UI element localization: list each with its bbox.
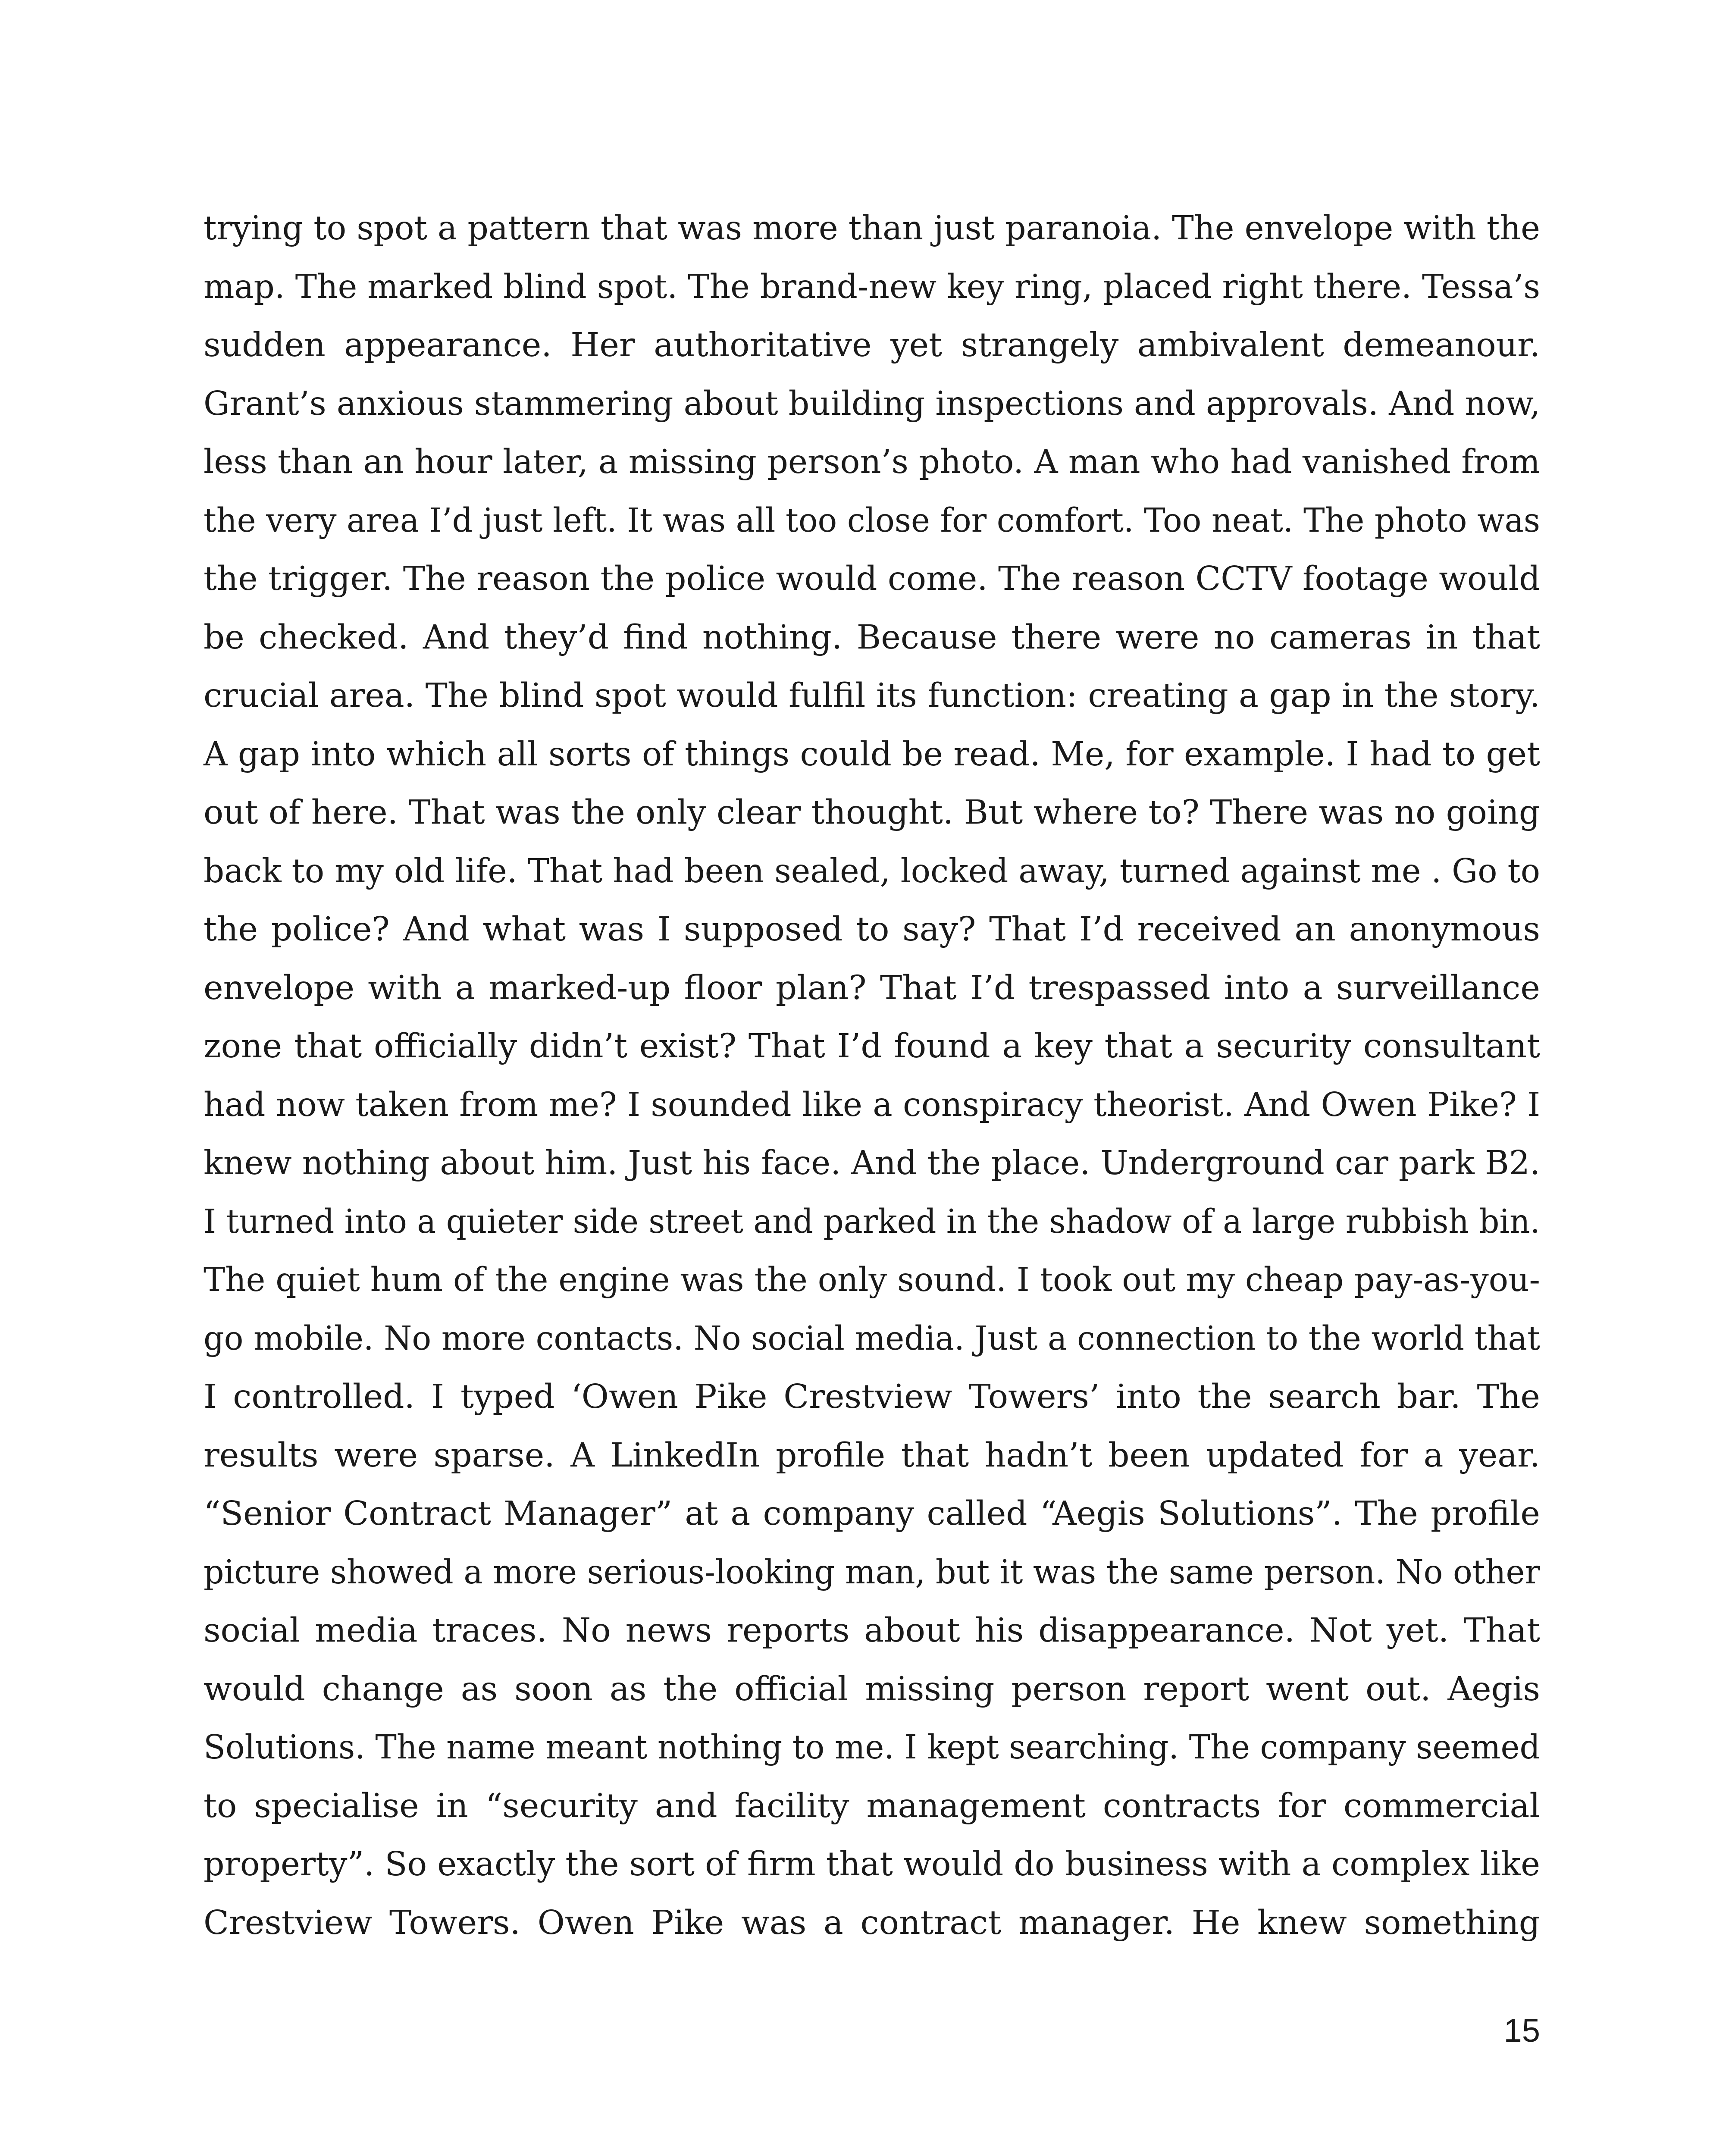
text-line: the very area I’d just left. It was all too close for comfort. Too neat. The photo was (204, 501, 1540, 540)
text-line: zone that officially didn’t exist? That I’d found a key that a security consultant (204, 1027, 1540, 1065)
text-line: knew nothing about him. Just his face. And the place. Underground car park B2. (204, 1144, 1541, 1182)
text-line: trying to spot a pattern that was more than just paranoia. The envelope with the (204, 209, 1540, 248)
text-line: had now taken from me? I sounded like a conspiracy theorist. And Owen Pike? I (204, 1085, 1541, 1124)
text-line: less than an hour later, a missing person’s photo. A man who had vanished from (204, 443, 1540, 481)
text-line: to specialise in “security and facility management contracts for commercial (204, 1786, 1540, 1825)
text-line: the trigger. The reason the police would come. The reason CCTV footage would (204, 560, 1541, 598)
text-line: back to my old life. That had been sealed, locked away, turned against me . Go to (204, 852, 1540, 890)
text-line: map. The marked blind spot. The brand-new key ring, placed right there. Tessa’s (204, 267, 1541, 306)
text-line: I controlled. I typed ‘Owen Pike Crestview Towers’ into the search bar. The (204, 1378, 1540, 1416)
text-line: I turned into a quieter side street and parked in the shadow of a large rubbish bin. (204, 1202, 1540, 1241)
text-line: would change as soon as the official missing person report went out. Aegis (204, 1670, 1540, 1708)
text-line: Crestview Towers. Owen Pike was a contract manager. He knew something (204, 1903, 1540, 1942)
body-text (204, 199, 1540, 1952)
text-line: “Senior Contract Manager” at a company called “Aegis Solutions”. The profile (204, 1495, 1540, 1533)
text-line: picture showed a more serious-looking man, but it was the same person. No other (204, 1553, 1540, 1592)
text-line: A gap into which all sorts of things could be read. Me, for example. I had to get (204, 735, 1540, 774)
text-line: Solutions. The name meant nothing to me. I kept searching. The company seemed (204, 1728, 1540, 1767)
text-line: property”. So exactly the sort of firm that would do business with a complex like (204, 1845, 1540, 1883)
text-line: The quiet hum of the engine was the only sound. I took out my cheap pay-as-you- (204, 1261, 1540, 1299)
text-line: the police? And what was I supposed to say? That I’d received an anonymous (204, 910, 1540, 949)
text-line: envelope with a marked-up floor plan? That I’d trespassed into a surveillance (204, 968, 1540, 1007)
text-line: sudden appearance. Her authoritative yet strangely ambivalent demeanour. (204, 326, 1540, 364)
text-line: out of here. That was the only clear thought. But where to? There was no going (204, 793, 1540, 832)
text-line: Grant’s anxious stammering about building inspections and approvals. And now, (204, 384, 1541, 423)
text-line: crucial area. The blind spot would fulfil its function: creating a gap in the story. (204, 677, 1540, 715)
text-line: social media traces. No news reports about his disappearance. Not yet. That (204, 1611, 1540, 1650)
page-number: 15 (1503, 2012, 1540, 2049)
text-line: be checked. And they’d find nothing. Because there were no cameras in that (204, 618, 1540, 657)
text-line: go mobile. No more contacts. No social media. Just a connection to the world that (204, 1319, 1540, 1358)
text-line: results were sparse. A LinkedIn profile that hadn’t been updated for a year. (204, 1436, 1540, 1475)
